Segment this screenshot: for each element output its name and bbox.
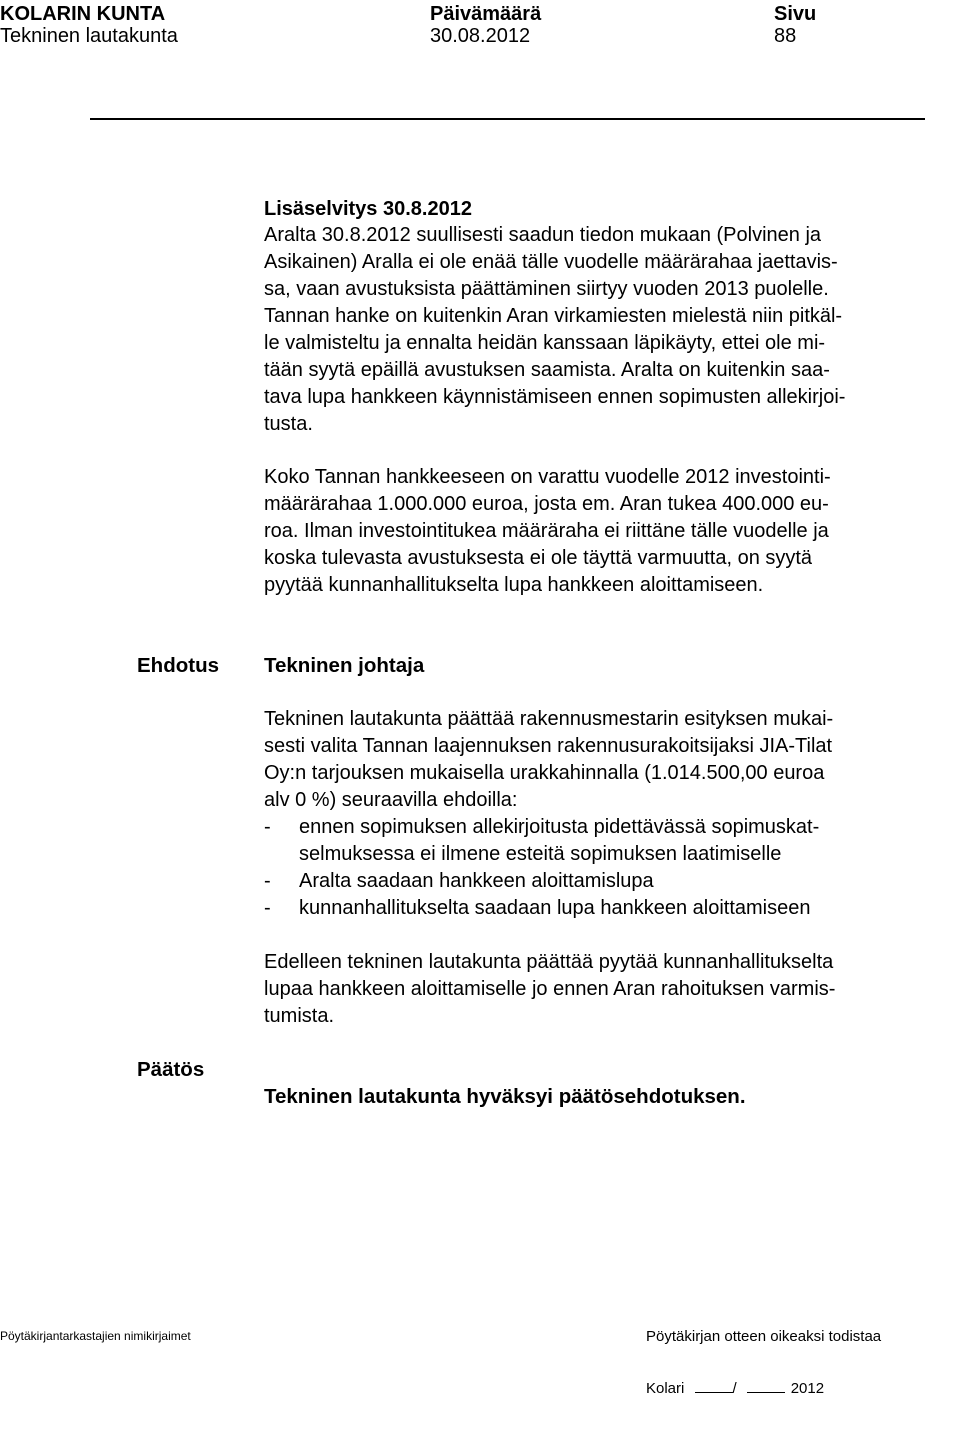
condition-item (264, 895, 810, 922)
condition-item (264, 814, 819, 841)
text-line: koska tulevasta avustuksesta ei ole täyttä varmuutta, on syytä (264, 547, 813, 569)
text-line: Edelleen tekninen lautakunta päättää pyytää kunnanhallitukselta (264, 951, 834, 973)
text-line: alv 0 %) seuraavilla ehdoilla: (264, 789, 518, 811)
text-line: Tekninen lautakunta päättää rakennusmestarin esityksen mukai- (264, 708, 834, 730)
text-line: tumista. (264, 1005, 335, 1027)
header-divider (90, 118, 925, 120)
page-number: 88 (774, 25, 797, 47)
additional-info-paragraph-2 (264, 464, 831, 599)
text-line: Asikainen) Aralla ei ole enää tälle vuodelle määrärahaa jaettavis- (264, 251, 838, 273)
decision-text: Tekninen lautakunta hyväksyi päätösehdotuksen. (264, 1085, 746, 1108)
list-dash: - (264, 816, 271, 838)
text-line: Aralta 30.8.2012 suullisesti saadun tiedon mukaan (Polvinen ja (264, 224, 822, 246)
condition-text: ennen sopimuksen allekirjoitusta pidettävässä sopimuskat- (299, 816, 820, 838)
list-dash: - (264, 870, 271, 892)
organization-name: KOLARIN KUNTA (0, 3, 166, 25)
text-line: määrärahaa 1.000.000 euroa, josta em. Aran tukea 400.000 eu- (264, 493, 829, 515)
year-value: 2012 (790, 1380, 825, 1397)
text-line: lupaa hankkeen aloittamiselle jo ennen Aran rahoituksen varmis- (264, 978, 836, 1000)
condition-item-continuation: selmuksessa ei ilmene esteitä sopimuksen laatimiselle (299, 843, 782, 865)
text-line: pyytää kunnanhallitukselta lupa hankkeen aloittamiseen. (264, 574, 764, 596)
place-date-line (646, 1378, 824, 1398)
date-value: 30.08.2012 (430, 25, 531, 47)
proposal-presenter: Tekninen johtaja (264, 654, 425, 677)
month-blank (747, 1378, 785, 1393)
text-line: le valmisteltu ja ennalta heidän kanssaan läpikäyty, ettei ole mi- (264, 332, 826, 354)
place-name: Kolari (646, 1380, 685, 1397)
text-line: Oy:n tarjouksen mukaisella urakkahinnalla (1.014.500,00 euroa (264, 762, 825, 784)
text-line: tusta. (264, 413, 313, 435)
text-line: Koko Tannan hankkeeseen on varattu vuodelle 2012 investointi- (264, 466, 831, 488)
proposal-paragraph-2 (264, 949, 835, 1030)
certified-copy-label: Pöytäkirjan otteen oikeaksi todistaa (646, 1328, 882, 1345)
text-line: sesti valita Tannan laajennuksen rakennusurakoitsijaksi JIA-Tilat (264, 735, 833, 757)
proposal-label: Ehdotus (137, 654, 219, 677)
text-line: sa, vaan avustuksista päättäminen siirtyy vuoden 2013 puolelle. (264, 278, 829, 300)
date-slash: / (732, 1380, 737, 1397)
list-dash: - (264, 897, 271, 919)
text-line: roa. Ilman investointitukea määräraha ei riittäne tälle vuodelle ja (264, 520, 829, 542)
decision-label: Päätös (137, 1058, 205, 1081)
text-line: Tannan hanke on kuitenkin Aran virkamiesten mielestä niin pitkäl- (264, 305, 843, 327)
condition-item (264, 868, 654, 895)
text-line: tään syytä epäillä avustuksen saamista. Aralta on kuitenkin saa- (264, 359, 830, 381)
page-label: Sivu (774, 3, 817, 25)
board-name: Tekninen lautakunta (0, 25, 178, 47)
date-label: Päivämäärä (430, 3, 542, 25)
text-line: tava lupa hankkeen käynnistämiseen ennen sopimusten allekirjoi- (264, 386, 846, 408)
condition-text: kunnanhallitukselta saadaan lupa hankkeen aloittamiseen (299, 897, 811, 919)
proposal-paragraph (264, 706, 833, 814)
condition-text: Aralta saadaan hankkeen aloittamislupa (299, 870, 654, 892)
additional-info-paragraph-1 (264, 222, 845, 438)
additional-info-title: Lisäselvitys 30.8.2012 (264, 198, 472, 220)
day-blank (695, 1378, 733, 1393)
signatures-label: Pöytäkirjantarkastajien nimikirjaimet (0, 1329, 191, 1343)
